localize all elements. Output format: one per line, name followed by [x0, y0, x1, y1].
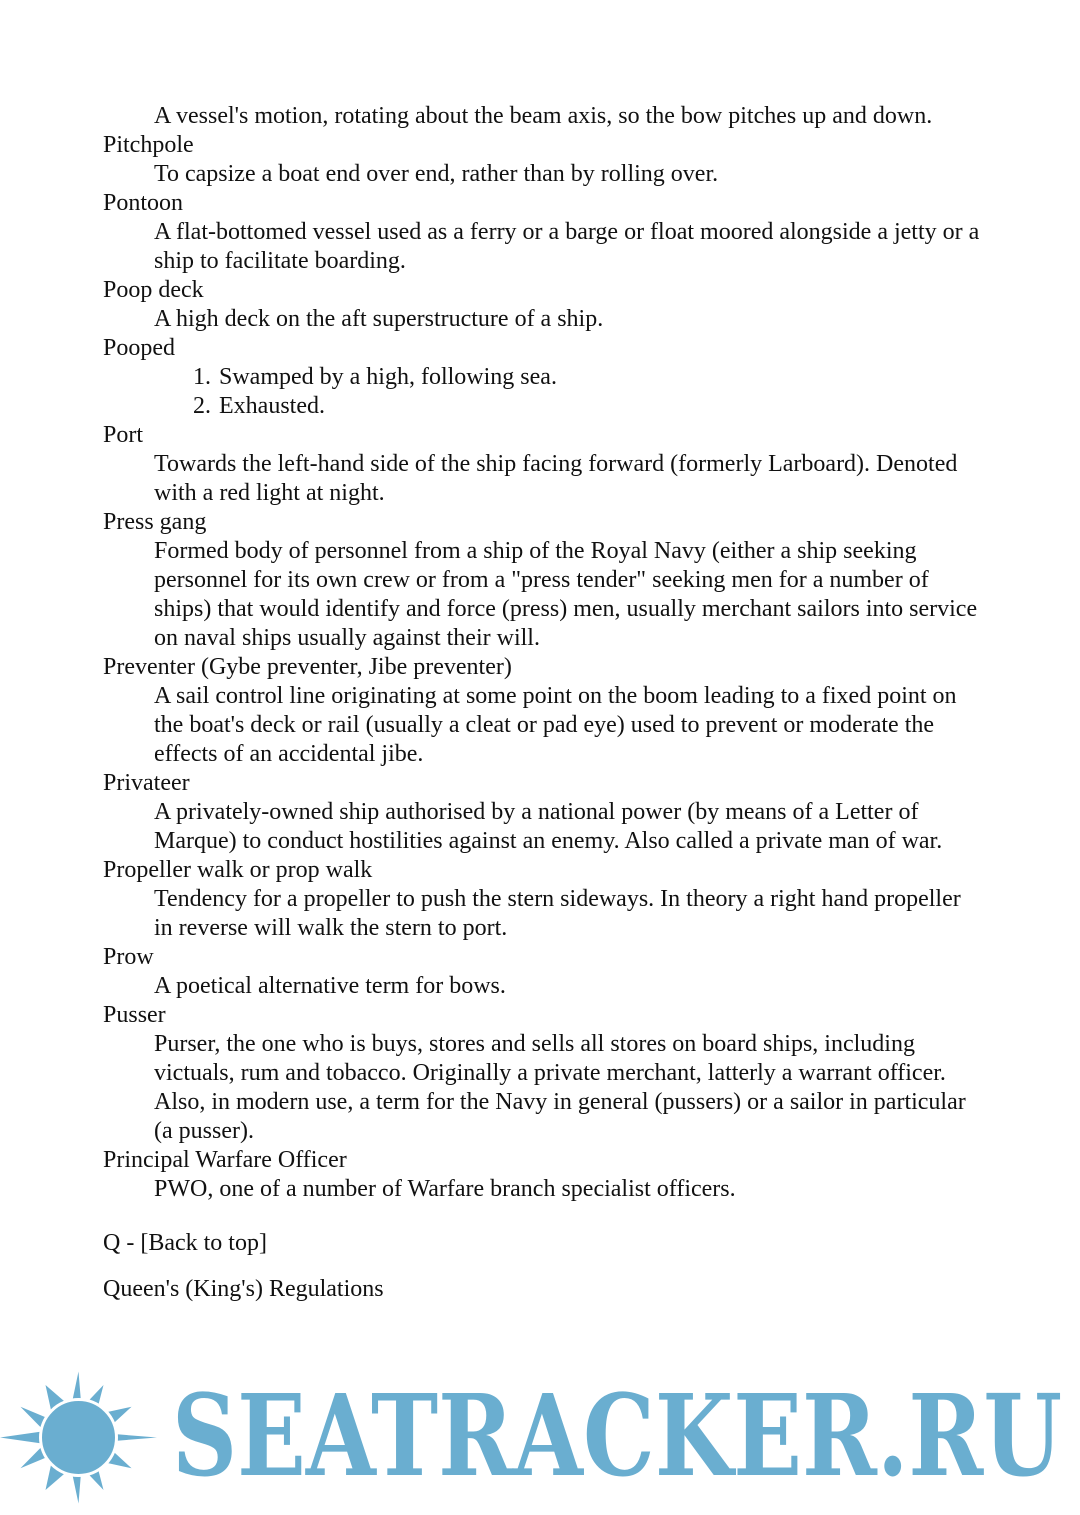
list-item: 1. Swamped by a high, following sea. [217, 363, 983, 392]
definition: To capsize a boat end over end, rather than by rolling over. [154, 161, 719, 187]
term: Privateer [103, 770, 190, 796]
list-item: 2. Exhausted. [217, 392, 983, 421]
definition: Tendency for a propeller to push the stern sideways. In theory a right hand propeller in reverse will walk the stern to port. [154, 886, 961, 941]
term: Propeller walk or prop walk [103, 857, 373, 883]
definition: A high deck on the aft superstructure of a ship. [154, 306, 604, 332]
glossary-document [103, 102, 983, 1304]
definition: Formed body of personnel from a ship of the Royal Navy (either a ship seeking personnel for its own crew or from a "press tender" seeking men for a number of ships) that would identify and force (press) men, usually merchant sailors into service on naval ships usually against their will. [154, 538, 978, 651]
back-to-top-link[interactable]: [Back to top] [140, 1230, 267, 1256]
watermark-text: SEATRACKER.RU [172, 1371, 1062, 1502]
term: Principal Warfare Officer [103, 1147, 347, 1173]
definition-list [103, 363, 983, 421]
definition: Purser, the one who is buys, stores and sells all stores on board ships, including victuals, rum and tobacco. Originally a private merchant, latterly a warrant officer. Also, in modern use, a term for the Navy in general (pussers) or a sailor in particular (a pusser). [154, 1031, 966, 1144]
definition: A poetical alternative term for bows. [154, 973, 506, 999]
term: Press gang [103, 509, 207, 535]
definition: Towards the left-hand side of the ship facing forward (formerly Larboard). Denoted with a red light at night. [154, 451, 958, 506]
watermark-logo [0, 1350, 1080, 1515]
sun-icon [0, 1372, 157, 1504]
section-heading-q [103, 1229, 983, 1258]
term: Pontoon [103, 190, 184, 216]
term: Queen's (King's) Regulations [103, 1276, 384, 1302]
section-letter: Q - [103, 1230, 141, 1256]
term: Prow [103, 944, 154, 970]
term: Port [103, 422, 144, 448]
definition: A sail control line originating at some point on the boom leading to a fixed point on the boat's deck or rail (usually a cleat or pad eye) used to prevent or moderate the effects of an accidental jibe. [154, 683, 957, 767]
term: Pitchpole [103, 132, 194, 158]
term: Pooped [103, 335, 175, 361]
definition: PWO, one of a number of Warfare branch specialist officers. [154, 1176, 736, 1202]
definition: A vessel's motion, rotating about the beam axis, so the bow pitches up and down. [154, 103, 933, 129]
term: Poop deck [103, 277, 204, 303]
term: Pusser [103, 1002, 166, 1028]
term: Preventer (Gybe preventer, Jibe preventer) [103, 654, 512, 680]
definition: A privately-owned ship authorised by a national power (by means of a Letter of Marque) to conduct hostilities against an enemy. Also called a private man of war. [154, 799, 943, 854]
definition: A flat-bottomed vessel used as a ferry or a barge or float moored alongside a jetty or a ship to facilitate boarding. [154, 219, 980, 274]
